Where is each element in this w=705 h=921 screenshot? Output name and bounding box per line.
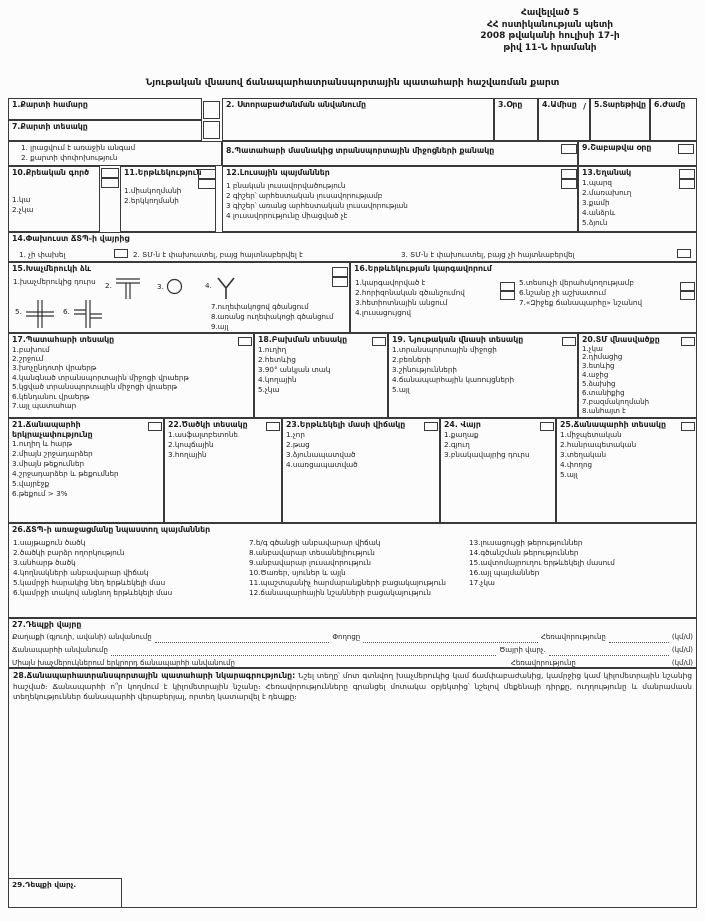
option: 1.կա <box>12 194 31 204</box>
dotted-fill-line <box>155 634 330 643</box>
code-cell <box>372 337 386 346</box>
option: 5.վայրէջք <box>12 479 50 488</box>
option: 6.թեքում > 3% <box>12 489 68 498</box>
box-19-title: 19. Նյութական վնասի տեսակը <box>392 335 524 344</box>
option: 5.ձյուն <box>582 217 608 227</box>
option: 12.ճանապարհային նշանների բացակայություն <box>249 588 431 597</box>
option: 5.տեսուչի վերահսկողությամբ <box>519 278 634 287</box>
appendix-line: ՀՀ ոստիկանության պետի <box>486 19 614 30</box>
roundabout-icon <box>166 278 183 295</box>
option: 2.թաց <box>286 439 310 449</box>
box-20-vehicle-damage <box>578 333 697 418</box>
option: 4.լուսացույցով <box>355 308 411 317</box>
code-cell <box>101 168 119 178</box>
unit-label: (կմ/մ) <box>671 632 693 641</box>
option: 1.միակողմանի <box>124 185 182 195</box>
option: 6.տանիքից <box>582 389 625 398</box>
field-label: Փողոցը <box>332 632 361 641</box>
box-8-title: 8.Պատահարի մասնակից տրանսպորտային միջոցների քանակը <box>226 146 495 155</box>
option: 4.ճանապարհային կառույցների <box>392 374 515 384</box>
option: 1. չի փախել <box>19 250 66 259</box>
option: 2.կոպճային <box>168 439 214 449</box>
option: 2.միայն շրջադարձեր <box>12 449 93 458</box>
box-7-title: 7.Քարտի տեսակը <box>12 122 88 131</box>
option: 16.այլ պայմաններ <box>469 568 540 577</box>
diagram-label: 3. <box>157 282 164 291</box>
location-line-road <box>12 645 693 656</box>
option: 3.հետիոտնային անցում <box>355 298 448 307</box>
option: 4.կողնակների անբավարար վիճակ <box>13 568 149 577</box>
box-29-title: 29.Դեպքի վարչ. <box>12 880 77 889</box>
code-cell <box>332 277 348 287</box>
option: 3.շինությունների <box>392 364 457 374</box>
option: 10.Ծառեր, սյուներ և այլն <box>249 568 346 577</box>
option: 2.դիմացից <box>582 353 623 362</box>
option: 3 գիշեր՝ առանց արհեստական լուսավորության <box>226 200 408 210</box>
code-cell <box>680 291 695 300</box>
box-12-light-conditions <box>222 166 578 232</box>
code-cell <box>238 337 252 346</box>
code-cell <box>101 178 119 188</box>
option: 2.երկկողմանի <box>124 195 179 205</box>
box-23-title: 23.Երթևեկելի մասի վիճակը <box>286 420 406 429</box>
option: 3.հողային <box>168 449 207 459</box>
option: 2.հորիզոնական գծանշումով <box>355 288 465 297</box>
box-7-options <box>8 141 222 166</box>
dotted-fill-line <box>363 634 538 643</box>
option: 2.ծածկի բարձր ողորկություն <box>13 548 125 557</box>
box-13-title: 13.Եղանակ <box>582 168 632 177</box>
code-cell <box>424 422 438 431</box>
option: 2. քարտի փոփոխություն <box>21 153 118 162</box>
option: 3.խոչընդոտի վրաերթ <box>12 363 97 373</box>
code-cell <box>198 179 216 189</box>
box-11-traffic-direction <box>120 166 216 232</box>
code-cell <box>203 101 220 119</box>
box-4-month <box>538 98 590 141</box>
dotted-fill-line <box>609 634 669 643</box>
option: 5.չկա <box>258 384 280 394</box>
option: 4.անձրև <box>582 207 616 217</box>
field-label: Հեռավորությունը <box>540 632 606 641</box>
option: 15.ավտոմայրուղու երթևեկելի մասում <box>469 558 615 567</box>
option: 3.բնակավայրից դուրս <box>444 449 530 459</box>
option: 1. լրացվում է առաջին անգամ <box>21 143 136 152</box>
appendix-line: թիվ 11-Ն հրամանի <box>503 42 597 53</box>
box-9-weekday <box>578 141 697 166</box>
box-1-card-number <box>8 98 202 120</box>
field-label: Ճանապարհի անվանումը <box>12 645 108 654</box>
option: 5.այլ <box>392 384 410 394</box>
option: 13.լուսացույցի թերություններ <box>469 538 583 547</box>
box-17-title: 17.Պատահարի տեսակը <box>12 335 115 344</box>
field-label: Հեռավորությունը <box>510 658 576 667</box>
code-cell <box>540 422 554 431</box>
option: 7.«Զիջեք ճանապարհը» նշանով <box>519 298 643 307</box>
option: 1.տրանսպորտային միջոցի <box>392 344 497 354</box>
option: 4.շրջադարձեր և թեքումներ <box>12 469 119 478</box>
box-1-title: 1.Քարտի համարը <box>12 100 88 109</box>
code-cell <box>677 249 691 258</box>
option: 3.քամի <box>582 197 610 207</box>
box-10-criminal-case <box>8 166 100 232</box>
option: 8.անհայտ է <box>582 406 626 415</box>
option: 1.քաղաք <box>444 429 479 439</box>
box-29-department <box>8 878 122 908</box>
diagram-label: 4. <box>205 281 212 290</box>
diagram-label: 6. <box>63 307 70 316</box>
code-cell <box>680 282 695 291</box>
box-18-title: 18.Բախման տեսակը <box>258 335 348 344</box>
unit-label: (կմ/մ) <box>671 658 693 667</box>
code-cell <box>679 179 695 189</box>
box-20-title: 20.ՏՄ վնասվածքը <box>582 335 660 344</box>
code-cell <box>678 144 694 154</box>
option: 1.բախում <box>12 344 50 354</box>
code-cell <box>681 337 695 346</box>
box-3-day <box>494 98 538 141</box>
location-line-second-road <box>12 658 693 669</box>
option: 5.այլ <box>560 469 578 479</box>
option: 1.չոր <box>286 429 305 439</box>
option: 3.միայն թեքումներ <box>12 459 85 468</box>
code-cell <box>266 422 280 431</box>
offset-intersection-icon <box>73 299 103 329</box>
option: 9.այլ <box>211 323 229 331</box>
box-22-title: 22.Ծածկի տեսակը <box>168 420 248 429</box>
option: 4 լուսավորությունը միացված չէ <box>226 210 348 220</box>
order-reference <box>400 8 700 54</box>
code-cell <box>681 422 695 431</box>
option: 3.տեղական <box>560 449 607 459</box>
code-cell <box>562 337 576 346</box>
option: 7.այլ պատահար <box>12 400 77 410</box>
option: 2.հետևից <box>258 354 296 364</box>
option: 2.գյուղ <box>444 439 470 449</box>
diagram-label: 2. <box>105 281 112 290</box>
option: 2.բեռների <box>392 354 431 364</box>
box-14-title: 14.Փախուստ ՃՏՊ-ի վայրից <box>12 234 130 243</box>
option: 5.ձախից <box>582 380 616 389</box>
code-cell <box>500 282 515 291</box>
box-4-title: 4.Ամիսը <box>542 100 577 109</box>
field-label: Միայն խաչմերուկներում երկրորդ ճանապարհի անվանումը <box>12 658 235 667</box>
form-title: Նյութական վնասով ճանապարհատրանսպորտային պատահարի հաշվառման քարտ <box>145 77 560 88</box>
option: 1.միջպետական <box>560 429 622 439</box>
box-5-year <box>590 98 650 141</box>
box-25-title: 25.Ճանապարհի տեսակը <box>560 420 666 429</box>
box-16-title: 16.Երթևեկության կարգավորում <box>354 264 492 273</box>
option: 8.անբավարար տեսանելիություն <box>249 548 375 557</box>
option: 4.աջից <box>582 371 609 380</box>
option: 8.առանց ուղեփակոցի գծանցում <box>211 313 334 321</box>
code-cell <box>198 169 216 179</box>
box-6-title: 6.Ժամը <box>654 100 686 109</box>
box-15-intersection-shape <box>8 262 350 333</box>
box-22-surface-type <box>164 418 282 523</box>
option: 1.չկա <box>582 344 603 353</box>
option: 1.ուղիղ և հարթ <box>12 439 73 448</box>
code-cell <box>561 179 577 189</box>
option: 17.չկա <box>469 578 495 587</box>
option: 1.սայթաքուն ծածկ <box>13 538 86 547</box>
box-9-title: 9.Շաբաթվա օրը <box>582 143 652 152</box>
box-2-title: 2. Ստորաբաժանման անվանումը <box>226 100 367 109</box>
box-25-road-type <box>556 418 697 523</box>
code-cell <box>500 291 515 300</box>
option: 2.շրջում <box>12 353 44 363</box>
box-12-title: 12.Լուսային պայմաններ <box>226 168 330 177</box>
appendix-line: Հավելված 5 <box>520 8 579 18</box>
box-8-vehicle-count <box>222 141 578 166</box>
option: 2.հանրապետական <box>560 439 637 449</box>
code-cell <box>114 249 128 258</box>
box-28-title: 28.Ճանապարհատրանսպորտային պատահարի նկարագրությունը: <box>13 671 296 680</box>
option: 1.խաչմերուկից դուրս <box>13 277 96 286</box>
option: 6.կամրջի տակով անցնող երթևեկելի մաս <box>13 588 173 597</box>
option: 7.ուղեփակոցով գծանցում <box>211 303 309 311</box>
box-26-contributing-conditions <box>8 523 697 618</box>
code-cell <box>148 422 162 431</box>
box-19-damage-type <box>388 333 578 418</box>
box-24-place <box>440 418 556 523</box>
box-27-title: 27.Դեպքի վայրը <box>12 620 82 629</box>
option: 1.ուղիղ <box>258 344 287 354</box>
box-18-collision-type <box>254 333 388 418</box>
diagram-label: 5. <box>15 307 22 316</box>
option: 1.կարգավորված է <box>355 278 426 287</box>
option: 11.պաշտպանիչ հարմարանքների բացակայություն <box>249 578 446 587</box>
code-cell <box>561 144 577 154</box>
box-5-title: 5.Տարեթիվը <box>594 100 647 109</box>
option: 14.գծանշման թերություններ <box>469 548 579 557</box>
option: 4.սառցապատված <box>286 459 358 469</box>
option: 1.պարզ <box>582 177 612 187</box>
option: 7.ե/գ գծանցի անբավարար վիճակ <box>249 538 381 547</box>
y-intersection-icon <box>215 276 237 300</box>
t-intersection-icon <box>115 276 141 300</box>
option: 3.ետևից <box>582 362 615 371</box>
box-17-accident-type <box>8 333 254 418</box>
box-11-title: 11.Երթևեկություն <box>124 168 202 177</box>
option: 2. ՏՄ-ն է փախուստել, բայց հայտնաբերվել է <box>133 250 303 259</box>
box-7-card-type <box>8 120 202 141</box>
option: 2.չկա <box>12 204 34 214</box>
option: 3.անհարթ ծածկ <box>13 558 76 567</box>
box-28-description <box>8 668 697 908</box>
field-label: Ծայրի վարչ. <box>499 645 546 654</box>
option: 1 բնական լուսավորվածություն <box>226 180 346 190</box>
box-21-title: 21.Ճանապարհի երկրաչափությունը <box>12 420 93 439</box>
box-10-title: 10.Քրեական գործ <box>12 168 90 177</box>
option: 9.անբավարար լուսավորություն <box>249 558 371 567</box>
option: 6.կենդանու վրաերթ <box>12 391 90 401</box>
option: 3. ՏՄ-ն է փախուստել, բայց չի հայտնաբերվել <box>401 250 575 259</box>
date-separator: / <box>583 102 586 111</box>
crossroad-icon <box>25 299 55 329</box>
option: 2.մառախուղ <box>582 187 632 197</box>
box-24-title: 24. Վայր <box>444 420 481 429</box>
box-21-road-geometry <box>8 418 164 523</box>
option: 3.ձյունապատված <box>286 449 356 459</box>
box-26-title: 26.ՃՏՊ-ի առաջացմանը նպաստող պայմաններ <box>12 525 211 534</box>
box-23-carriageway-condition <box>282 418 440 523</box>
code-cell <box>203 121 220 139</box>
box-14-escape <box>8 232 697 262</box>
box-27-incident-location <box>8 618 697 668</box>
box-13-weather <box>578 166 697 232</box>
code-cell <box>679 169 695 179</box>
option: 2 գիշեր՝ արհեստական լուսավորությամբ <box>226 190 383 200</box>
option: 1.ասֆալտբետոնե <box>168 429 238 439</box>
option: 5.կամրջի հարակից նեղ երթևեկելի մաս <box>13 578 166 587</box>
unit-label: (կմ/մ) <box>671 645 693 654</box>
option: 6.նշանը չի աշխատում <box>519 288 607 297</box>
option: 4.կանգնած տրանսպորտային միջոցի վրաերթ <box>12 372 189 382</box>
appendix-line: 2008 թվականի հուլիսի 17-ի <box>480 31 620 41</box>
box-3-title: 3.Օրը <box>498 100 523 109</box>
box-2-subdivision <box>222 98 494 141</box>
code-cell <box>561 169 577 179</box>
location-line-city <box>12 632 693 643</box>
option: 4.փողոց <box>560 459 593 469</box>
box-6-hour <box>650 98 697 141</box>
box-16-traffic-regulation <box>350 262 697 333</box>
field-label: Քաղաքի (գյուղի, ավանի) անվանումը <box>12 632 152 641</box>
option: 5.կցված տրանսպորտային միջոցի վրաերթ <box>12 382 178 392</box>
option: 7.բազմակողմանի <box>582 397 650 406</box>
dotted-fill-line <box>111 647 496 656</box>
option: 3.90° անկյան տակ <box>258 364 331 374</box>
option: 4.կողային <box>258 374 297 384</box>
code-cell <box>332 267 348 277</box>
dotted-fill-line <box>549 647 669 656</box>
box-28-instructions: Նշել տեղը՝ մոտ գտնվող խաչմերուկից կամ ճամփաբաժանից, կամրջից կամ կիլոմետրային նշանից հաշված։ Ճանապարհի ո՞ր կողմում է կիլոմետրային նշանը։ Հեռավորությունները գրանցել մոտակա օբյեկտից՝ նշելով մեքենայի դիրքը, ուղղությունը և մանրամասն տեղեկություններ ճանապարհի վերաբերյալ, որտեղ կատարվել է դեպքը։ <box>13 671 692 701</box>
box-15-title: 15.Խաչմերուկի ձև <box>12 264 92 273</box>
